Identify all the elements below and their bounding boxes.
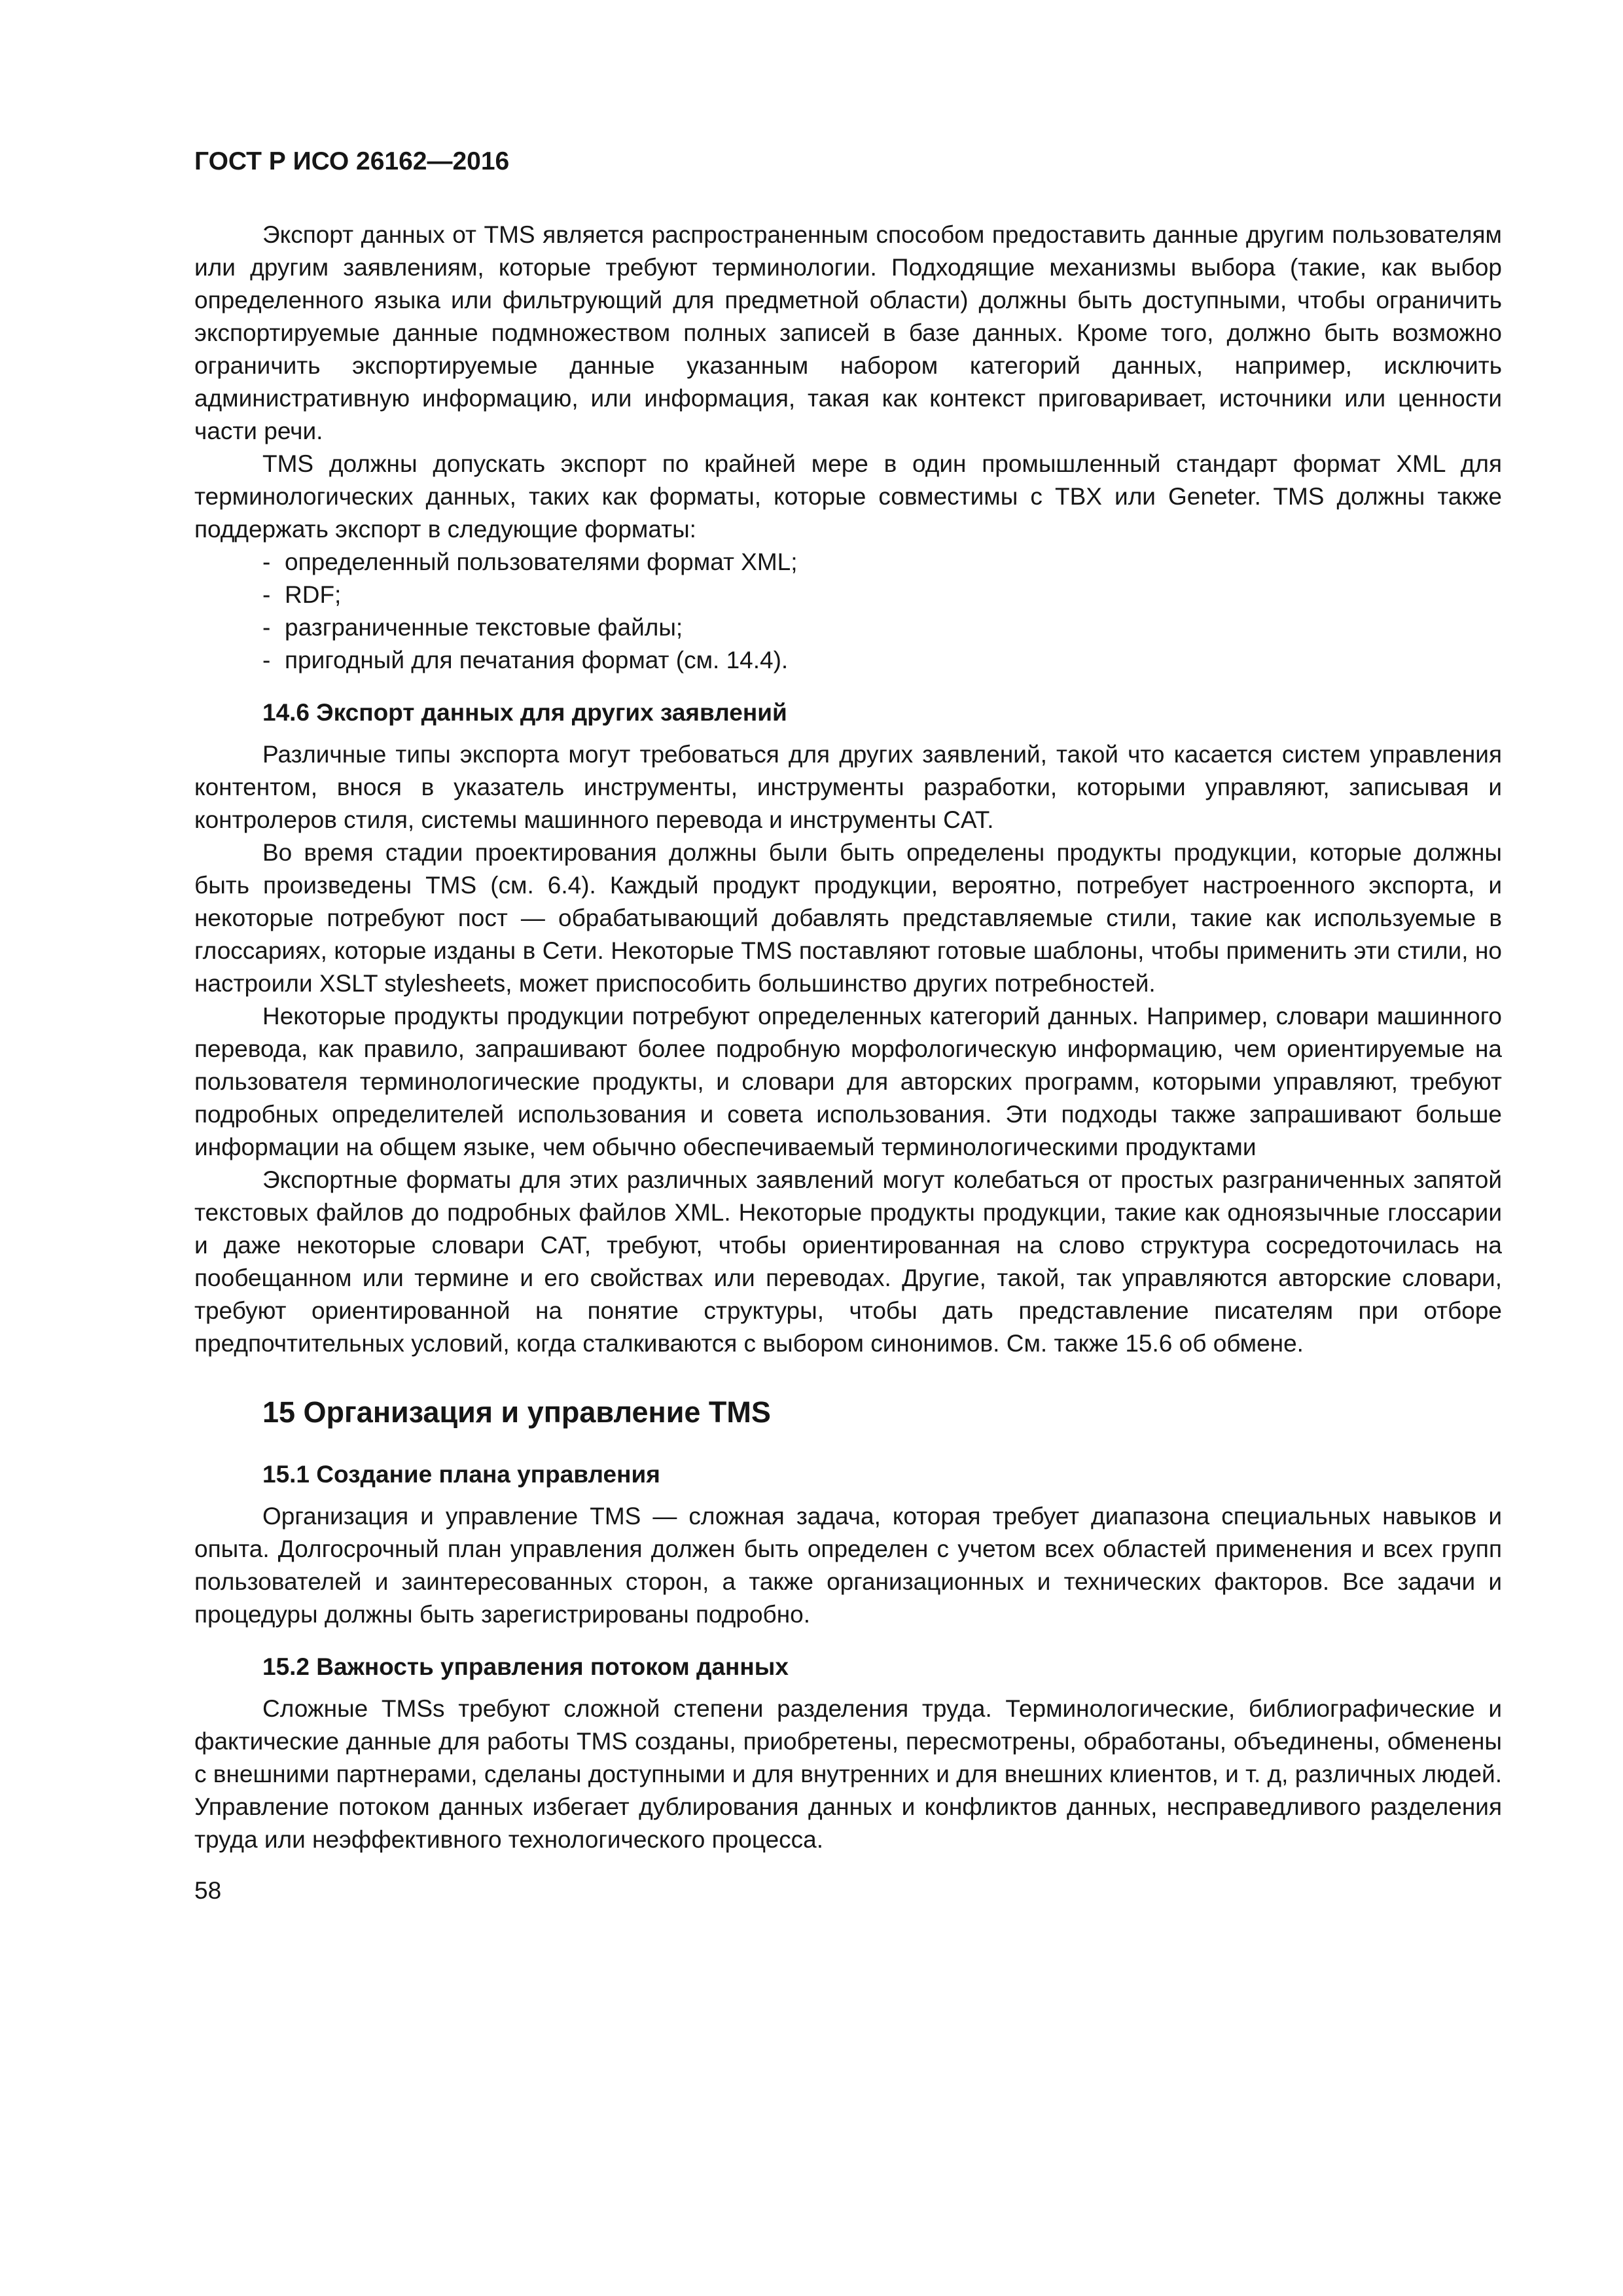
section-heading-15-2: 15.2 Важность управления потоком данных (262, 1653, 789, 1680)
list-item (262, 611, 1502, 644)
export-formats-list (194, 546, 1502, 677)
list-marker: - (262, 647, 271, 673)
document-page (194, 145, 1502, 1907)
body-paragraph: Сложные TMSs требуют сложной степени разделения труда. Терминологические, библиографические и фактические данные для работы TMS созданы, приобретены, пересмотрены, обработаны, объединены, обменены с внешними партнерами, сделаны доступными и для внутренних и для внешних клиентов, и т. д, различных людей. Управление потоком данных избегает дублирования данных и конфликтов данных, несправедливого разделения труда или неэффективного технологического процесса. (194, 1695, 1502, 1853)
body-paragraph: Некоторые продукты продукции потребуют определенных категорий данных. Например, словари машинного перевода, как правило, запрашивают более подробную морфологическую информацию, чем ориентируемые на пользователя терминологические продукты, и словари для авторских программ, которыми управляют, требуют подробных определителей использования и совета использования. Эти подходы также запрашивают больше информации на общем языке, чем обычно обеспечиваемый терминологическими продуктами (194, 1003, 1502, 1160)
body-paragraph: Организация и управление TMS — сложная задача, которая требует диапазона специальных навыков и опыта. Долгосрочный план управления должен быть определен с учетом всех областей применения и всех групп пользователей и заинтересованных сторон, а также организационных и технических факторов. Все задачи и процедуры должны быть зарегистрированы подробно. (194, 1503, 1502, 1628)
body-paragraph: Во время стадии проектирования должны были быть определены продукты продукции, которые должны быть произведены TMS (см. 6.4). Каждый продукт продукции, вероятно, потребует настроенного экспорта, и некоторые потребуют пост — обрабатывающий добавлять представляемые стили, такие как используемые в глоссариях, которые изданы в Сети. Некоторые TMS поставляют готовые шаблоны, чтобы применить эти стили, но настроили XSLT stylesheets, может приспособить большинство других потребностей. (194, 839, 1502, 997)
body-paragraph: Различные типы экспорта могут требоваться для других заявлений, такой что касается систем управления контентом, внося в указатель инструменты, инструменты разработки, которыми управляют, записывая и контролеров стиля, системы машинного перевода и инструменты CAT. (194, 741, 1502, 833)
body-paragraph: Экспортные форматы для этих различных заявлений могут колебаться от простых разграниченных запятой текстовых файлов до подробных файлов XML. Некоторые продукты продукции, такие как одноязычные глоссарии и даже некоторые словари CAT, требуют, чтобы ориентированная на слово структура сосредоточилась на пообещанном или термине и его свойствах или переводах. Другие, такой, так управляются авторские словари, требуют ориентированной на понятие структуры, чтобы дать представление писателям при отборе предпочтительных условий, когда сталкиваются с выбором синонимов. См. также 15.6 об обмене. (194, 1166, 1502, 1357)
section-heading-15-1: 15.1 Создание плана управления (262, 1461, 660, 1488)
list-item (262, 644, 1502, 677)
list-marker: - (262, 614, 271, 641)
list-marker: - (262, 548, 271, 575)
list-marker: - (262, 581, 271, 608)
list-item-text: определенный пользователями формат XML; (285, 548, 798, 575)
list-item (262, 546, 1502, 579)
list-item (262, 579, 1502, 611)
body-paragraph: Экспорт данных от TMS является распространенным способом предоставить данные другим пользователям или другим заявлениям, которые требуют терминологии. Подходящие механизмы выбора (такие, как выбор определенного языка или фильтрующий для предметной области) должны быть доступными, чтобы ограничить экспортируемые данные подмножеством полных записей в базе данных. Кроме того, должно быть возможно ограничить экспортируемые данные указанным набором категорий данных, например, исключить административную информацию, или информация, такая как контекст приговаривает, источники или ценности части речи. (194, 221, 1502, 444)
page-number: 58 (194, 1877, 222, 1904)
list-item-text: RDF; (285, 581, 342, 608)
body-paragraph: TMS должны допускать экспорт по крайней мере в один промышленный стандарт формат XML для терминологических данных, таких как форматы, которые совместимы с TBX или Geneter. TMS должны также поддержать экспорт в следующие форматы: (194, 450, 1502, 543)
list-item-text: разграниченные текстовые файлы; (285, 614, 683, 641)
list-item-text: пригодный для печатания формат (см. 14.4). (285, 647, 789, 673)
section-heading-14-6: 14.6 Экспорт данных для других заявлений (262, 699, 787, 726)
chapter-heading-15: 15 Организация и управление TMS (262, 1395, 771, 1429)
standard-header: ГОСТ Р ИСО 26162—2016 (194, 147, 510, 175)
